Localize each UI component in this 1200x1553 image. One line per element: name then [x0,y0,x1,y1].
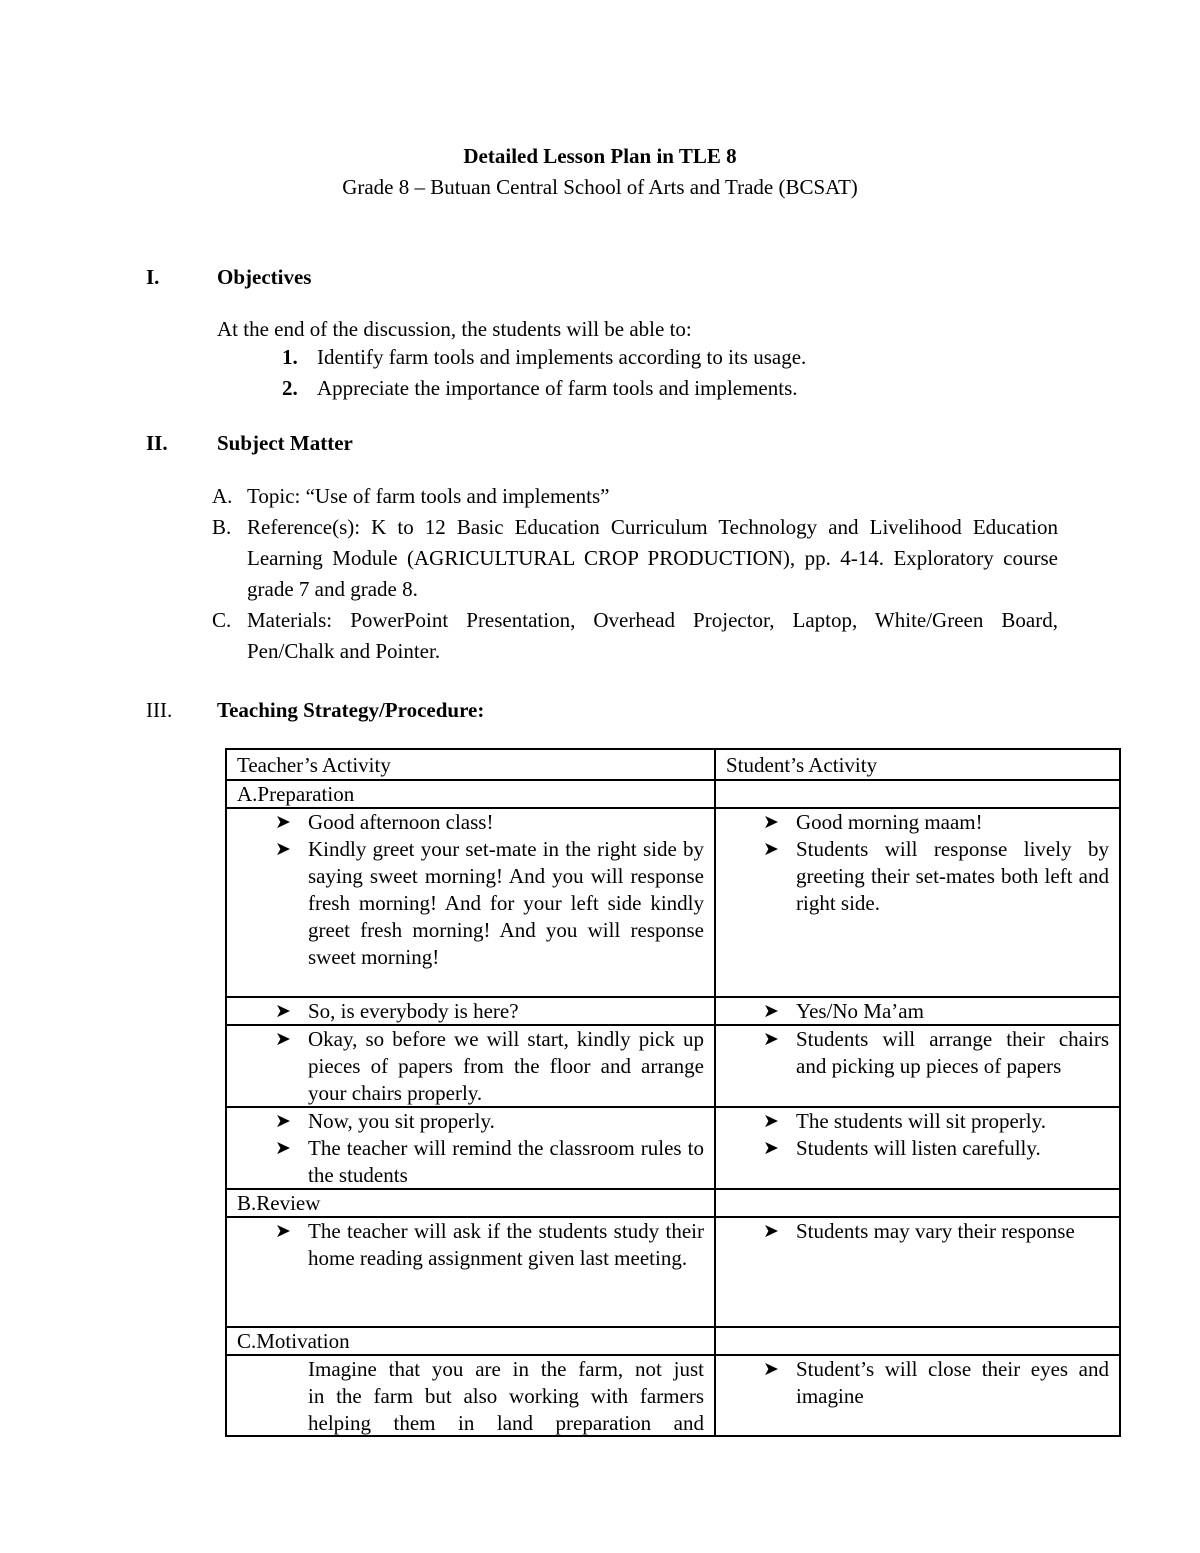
arrowhead-bullet-icon: ➤ [275,1137,291,1159]
table-cell [227,998,716,1024]
table-row [227,809,1119,998]
list-item: ➤ Now, you sit properly. [275,1109,495,1133]
motivation-text-line: Imagine that you are in the farm, not just [308,1357,704,1381]
subject-matter-item: A. Topic: “Use of farm tools and implements” [212,484,610,508]
motivation-text-line: in the farm but also working with farmers [308,1384,704,1408]
table-cell [227,1108,716,1188]
list-item: ➤ Student’s will close their eyes and imagine [763,1357,1109,1408]
section-heading: Teaching Strategy/Procedure: [217,698,485,722]
column-header-teacher: Teacher’s Activity [237,753,391,777]
table-cell [716,998,1119,1024]
arrowhead-bullet-icon: ➤ [763,1137,779,1159]
list-item: ➤ So, is everybody is here? [275,999,519,1023]
column-header-student: Student’s Activity [726,753,878,777]
table-row [227,1026,1119,1108]
list-item: ➤ Students will listen carefully. [763,1136,1041,1160]
list-item: ➤ Students will arrange their chairs and picking up pieces of papers [763,1027,1109,1078]
table-row [227,781,1119,809]
list-item: ➤ Kindly greet your set-mate in the right side by saying sweet morning! And you will response fresh morning! And for your left side kindly greet fresh morning! And you will response sweet morning! [275,837,704,969]
table-cell [227,781,716,807]
stage-label: A.Preparation [237,782,355,806]
table-cell [716,781,1119,807]
table-row [227,1190,1119,1218]
list-item: ➤ Students may vary their response [763,1219,1075,1243]
table-cell [227,750,716,779]
arrowhead-bullet-icon: ➤ [763,1358,779,1380]
objectives-intro: At the end of the discussion, the students will be able to: [217,317,692,341]
table-row [227,1328,1119,1356]
table-cell [227,1218,716,1326]
table-cell [227,1356,716,1435]
arrowhead-bullet-icon: ➤ [763,1220,779,1242]
table-cell [716,1328,1119,1354]
table-cell [716,1108,1119,1188]
document-title: Detailed Lesson Plan in TLE 8 [463,144,737,168]
list-item: ➤ Good afternoon class! [275,810,494,834]
table-cell [716,1218,1119,1326]
table-cell [716,1356,1119,1435]
arrowhead-bullet-icon: ➤ [763,1110,779,1132]
stage-label: B.Review [237,1191,321,1215]
section-number: II. [146,431,168,455]
arrowhead-bullet-icon: ➤ [763,1000,779,1022]
list-item: ➤ Good morning maam! [763,810,983,834]
arrowhead-bullet-icon: ➤ [763,838,779,860]
list-item: ➤ Students will response lively by greeting their set-mates both left and right side. [763,837,1109,915]
table-cell [227,1328,716,1354]
list-item: ➤ The students will sit properly. [763,1109,1047,1133]
table-row [227,1218,1119,1328]
section-heading: Objectives [217,265,312,289]
document-subtitle: Grade 8 – Butuan Central School of Arts and Trade (BCSAT) [342,175,858,199]
table-row [227,1356,1119,1435]
table-cell [227,809,716,996]
motivation-text-line: helping them in land preparation and [308,1411,704,1435]
stage-label: C.Motivation [237,1329,350,1353]
arrowhead-bullet-icon: ➤ [275,1110,291,1132]
table-cell [716,809,1119,996]
table-row [227,1108,1119,1190]
table-cell [716,1026,1119,1106]
table-cell [227,1190,716,1216]
table-cell [227,1026,716,1106]
section-number: I. [146,265,160,289]
lesson-plan-page: Detailed Lesson Plan in TLE 8 Grade 8 – Butuan Central School of Arts and Trade (BCSAT) I. Objectives At the end of the discussion, the students will be able to: 1. Identify farm tools and implements according to its usage. 2. Appreciate the importance of farm tools and implements. II. Subject Matter A. Topic: “Use of farm tools and implements” B. Reference(s): K to 12 Basic Education Curriculum Technology and Livelihood Education Learning Module (AGRICULTURAL CROP PRODUCTION), pp. 4-14. Exploratory course grade 7 and grade 8. C. Materials: PowerPoint Presentation, Overhead Projector, Laptop, White/Green Board, Pen/Chalk and Pointer. III. Teaching Strategy/Procedure: Teacher’s Activity Student’s Activity A.Preparation ➤ Good afternoon class! ➤ Kindly greet your set-mate in the right side by saying sweet morning! And you will response fresh morning! And for your left side kindly greet fresh morning! And you will response sweet morning! ➤ Good morning maam! ➤ Students will response lively by greeting their set-mates both left and right side. ➤ So, is everybody is here? ➤ Yes/No Ma’am ➤ Okay, so before we will start, kindly pick up pieces of papers from the floor and arrange your chairs properly. ➤ Students will arrange their chairs and picking up pieces of papers ➤ Now, you sit properly. ➤ The teacher will remind the classroom rules to the students ➤ The students will sit properly. ➤ Students will listen carefully. B.Review ➤ The teacher will ask if the students study their home reading assignment given last meeting. ➤ Students may vary their response C.Motivation Imagine that you are in the farm, not just in the farm but also working with farmers helping them in land preparation and ➤ Student’s will close their eyes and imagine [0,0,1200,1553]
arrowhead-bullet-icon: ➤ [275,811,291,833]
arrowhead-bullet-icon: ➤ [275,1000,291,1022]
arrowhead-bullet-icon: ➤ [275,1220,291,1242]
list-item: ➤ The teacher will remind the classroom rules to the students [275,1136,704,1187]
procedure-table [225,748,1121,1437]
list-item: ➤ Okay, so before we will start, kindly pick up pieces of papers from the floor and arrange your chairs properly. [275,1027,704,1105]
arrowhead-bullet-icon: ➤ [275,838,291,860]
section-number: III. [146,698,173,722]
table-cell [716,750,1119,779]
arrowhead-bullet-icon: ➤ [275,1028,291,1050]
section-heading: Subject Matter [217,431,353,455]
list-item: ➤ Yes/No Ma’am [763,999,924,1023]
subject-matter-item: B. Reference(s): K to 12 Basic Education Curriculum Technology and Livelihood Education Learning Module (AGRICULTURAL CROP PRODUCTION), pp. 4-14. Exploratory course grade 7 and grade 8. [212,515,1058,601]
subject-matter-item: C. Materials: PowerPoint Presentation, Overhead Projector, Laptop, White/Green Board, Pen/Chalk and Pointer. [212,608,1058,663]
arrowhead-bullet-icon: ➤ [763,1028,779,1050]
list-item: ➤ The teacher will ask if the students study their home reading assignment given last meeting. [275,1219,704,1270]
table-cell [716,1190,1119,1216]
table-header-row [227,750,1119,781]
table-row [227,998,1119,1026]
arrowhead-bullet-icon: ➤ [763,811,779,833]
